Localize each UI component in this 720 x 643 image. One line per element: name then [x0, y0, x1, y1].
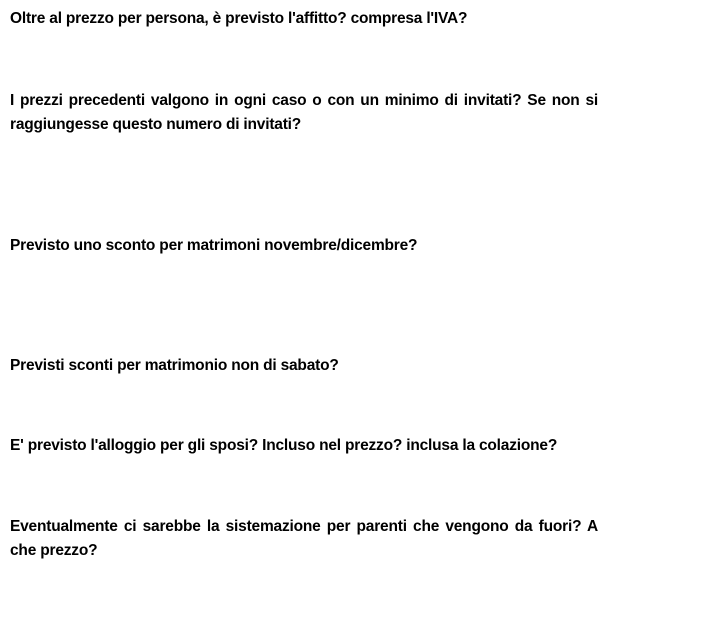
question-minimum-guests: I prezzi precedenti valgono in ogni caso o con un minimo di invitati? Se non si raggiungesse questo numero di invitati?	[10, 92, 598, 133]
question-weekday-discount: Previsti sconti per matrimonio non di sabato?	[10, 357, 339, 374]
question-rent-vat: Oltre al prezzo per persona, è previsto l'affitto? compresa l'IVA?	[10, 10, 468, 27]
question-relatives-accommodation: Eventualmente ci sarebbe la sistemazione per parenti che vengono da fuori? A che prezzo?	[10, 518, 598, 559]
question-winter-discount: Previsto uno sconto per matrimoni novembre/dicembre?	[10, 237, 418, 254]
question-couple-accommodation: E' previsto l'alloggio per gli sposi? Incluso nel prezzo? inclusa la colazione?	[10, 437, 558, 454]
